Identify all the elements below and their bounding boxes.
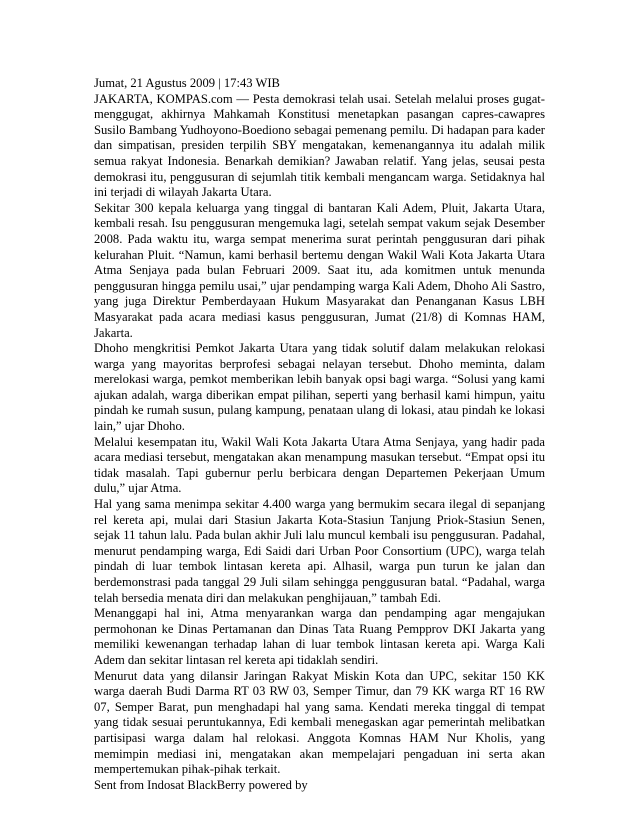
article-paragraph: Sekitar 300 kepala keluarga yang tinggal di bantaran Kali Adem, Pluit, Jakarta Utara, kembali resah. Isu penggusuran mengemuka lagi, setelah sempat vakum sejak Desember 2008. Pada waktu itu, warga sempat menerima surat perintah penggusuran dari pihak kelurahan Pluit. “Namun, kami berhasil bertemu dengan Wakil Wali Kota Jakarta Utara Atma Senjaya pada bulan Februari 2009. Saat itu, ada komitmen untuk menunda penggusuran hingga pemilu usai,” ujar pendamping warga Kali Adem, Dhoho Ali Sastro, yang juga Direktur Pemberdayaan Hukum Masyarakat dan Penanganan Kasus LBH Masyarakat pada acara mediasi kasus penggusuran, Jumat (21/8) di Komnas HAM, Jakarta. bbox=[94, 200, 545, 340]
email-signature: Sent from Indosat BlackBerry powered by bbox=[94, 777, 308, 792]
article-paragraph: Dhoho mengkritisi Pemkot Jakarta Utara yang tidak solutif dalam melakukan relokasi warga yang mayoritas berprofesi sebagai nelayan tersebut. Dhoho meminta, dalam merelokasi warga, pemkot memberikan lebih banyak opsi bagi warga. “Solusi yang kami ajukan adalah, warga diberikan empat pilihan, seperti yang berhasil kami himpun, yaitu pindah ke rumah susun, pulang kampung, penataan ulang di lokasi, atau pindah ke lokasi lain,” ujar Dhoho. bbox=[94, 341, 545, 434]
article-dateline: Jumat, 21 Agustus 2009 | 17:43 WIB bbox=[94, 76, 280, 90]
article-paragraph: Melalui kesempatan itu, Wakil Wali Kota Jakarta Utara Atma Senjaya, yang hadir pada acara mediasi tersebut, mengatakan akan menampung masukan tersebut. “Empat opsi itu tidak masalah. Tapi gubernur perlu berbicara dengan Departemen Pekerjaan Umum dulu,” ujar Atma. bbox=[94, 434, 545, 496]
article-paragraph: Menanggapi hal ini, Atma menyarankan warga dan pendamping agar mengajukan permohonan ke Dinas Pertamanan dan Dinas Tata Ruang Pempprov DKI Jakarta yang memiliki kewenangan terhadap lahan di luar tembok lintasan kereta api. Warga Kali Adem dan sekitar lintasan rel kereta api tidaklah sendiri. bbox=[94, 606, 545, 667]
article-paragraph: JAKARTA, KOMPAS.com — Pesta demokrasi telah usai. Setelah melalui proses gugat-menggugat, akhirnya Mahkamah Konstitusi menetapkan pasangan capres-cawapres Susilo Bambang Yudhoyono-Boediono sebagai pemenang pemilu. Di hadapan para kader dan simpatisan, presiden terpilih SBY mengatakan, kemenangannya itu adalah milik semua rakyat Indonesia. Benarkah demikian? Jawaban relatif. Yang jelas, seusai pesta demokrasi itu, penggusuran di sejumlah titik kembali mengancam warga. Setidaknya hal ini terjadi di wilayah Jakarta Utara. bbox=[94, 91, 545, 200]
article-paragraph: Menurut data yang dilansir Jaringan Rakyat Miskin Kota dan UPC, sekitar 150 KK warga daerah Budi Darma RT 03 RW 03, Semper Timur, dan 79 KK warga RT 16 RW 07, Semper Barat, pun menghadapi hal yang sama. Kendati mereka tinggal di tempat yang tidak sesuai peruntukannya, Edi kembali menegaskan agar pemerintah melibatkan partisipasi warga dalam hal relokasi. Anggota Komnas HAM Nur Kholis, yang memimpin mediasi ini, mengatakan akan mempelajari pengaduan ini serta akan mempertemukan pihak-pihak terkait. bbox=[94, 668, 545, 777]
article-document bbox=[94, 76, 545, 793]
article-paragraph: Hal yang sama menimpa sekitar 4.400 warga yang bermukim secara ilegal di sepanjang rel kereta api, mulai dari Stasiun Jakarta Kota-Stasiun Tanjung Priok-Stasiun Senen, sejak 11 tahun lalu. Pada bulan akhir Juli lalu muncul kembali isu penggusuran. Padahal, menurut pendamping warga, Edi Saidi dari Urban Poor Consortium (UPC), warga telah pindah di luar tembok lintasan kereta api. Alhasil, warga pun turun ke jalan dan berdemonstrasi pada tanggal 29 Juli silam sehingga penggusuran batal. “Padahal, warga telah bersedia menata diri dan melakukan penghijauan,” tambah Edi. bbox=[94, 497, 545, 605]
